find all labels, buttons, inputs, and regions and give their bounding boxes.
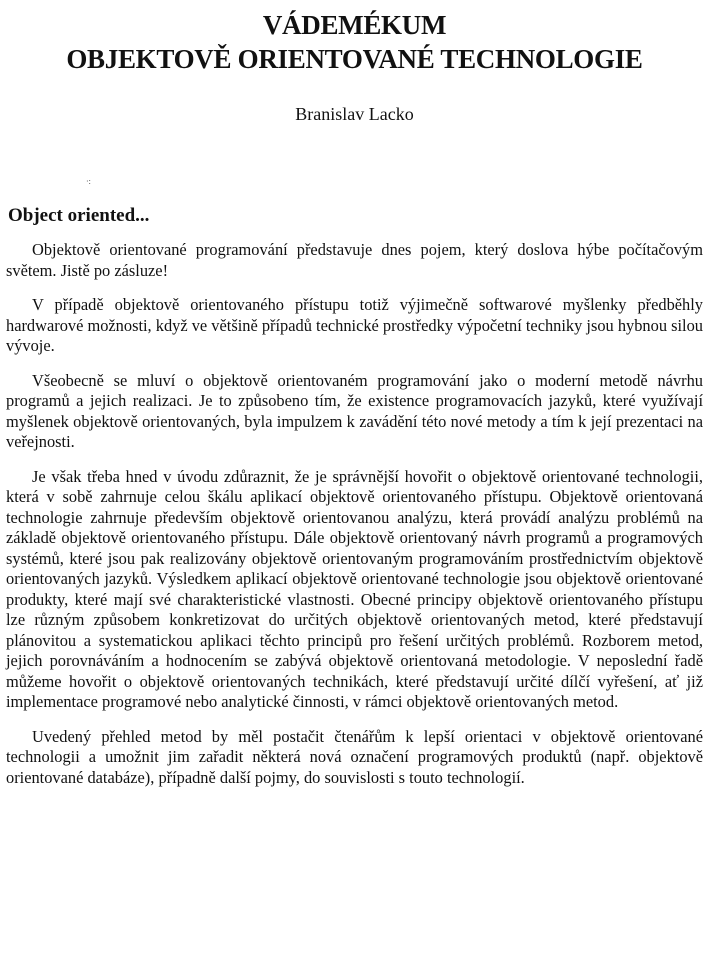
body-text — [6, 240, 703, 802]
scan-speck-mark: ·: — [86, 177, 91, 186]
paragraph-5: Uvedený přehled metod by měl postačit čtenářům k lepší orientaci v objektově orientované technologii a umožnit jim zařadit některá nová označení programových produktů (např. objektově orientované databáze), případně další pojmy, do souvislosti s touto technologií. — [6, 726, 703, 787]
paragraph-2: V případě objektově orientovaného přístupu totiž výjimečně softwarové myšlenky předběhly hardwarové možnosti, když ve většině případů technické prostředky výpočetní techniky jsou hybnou silou vývoje. — [6, 295, 703, 355]
title-line-2: OBJEKTOVĚ ORIENTOVANÉ TECHNOLOGIE — [66, 44, 643, 74]
section-heading: Object oriented... — [8, 205, 150, 226]
title-line-1: VÁDEMÉKUM — [262, 10, 447, 40]
author-name: Branislav Lacko — [295, 104, 414, 124]
paragraph-1: Objektově orientované programování představuje dnes pojem, který doslova hýbe počítačovým světem. Jistě po zásluze! — [6, 240, 703, 280]
paragraph-4: Je však třeba hned v úvodu zdůraznit, že je správnější hovořit o objektově orientované technologii, která v sobě zahrnuje celou škálu aplikací objektově orientovaného přístupu. Objektově orientovaná technologie zahrnuje především objektově orientovanou analýzu, která provádí analýzu problémů na základě objektově orientovaného přístupu. Dále objektově orientovaný návrh programů a programových systémů, které jsou pak realizovány objektově orientovaným programováním prostřednictvím objektově orientovaných jazyků. Výsledkem aplikací objektově orientované technologie jsou objektově orientované produkty, které mají své charakteristické vlastnosti. Obecné principy objektově orientovaného přístupu lze různým způsobem konkretizovat do určitých objektově orientovaných metod, které představují plánovitou a systematickou aplikaci těchto principů pro řešení určitých problémů. Rozborem metod, jejich porovnáváním a hodnocením se zabývá objektově orientovaná metodologie. V neposlední řadě můžeme hovořit o objektově orientovaných technikách, které představují určité dílčí vyřešení, ať již implementace programové nebo analytické činnosti, v rámci objektově orientovaných metod. — [6, 466, 703, 711]
paragraph-3: Všeobecně se mluví o objektově orientovaném programování jako o moderní metodě návrhu programů a jejich realizaci. Je to způsobeno tím, že existence programovacích jazyků, které využívají myšlenek objektově orientovaných, byla impulzem k zavádění této nové metody a tím k její prezentaci na veřejnosti. — [6, 370, 703, 451]
document-title — [0, 8, 709, 76]
